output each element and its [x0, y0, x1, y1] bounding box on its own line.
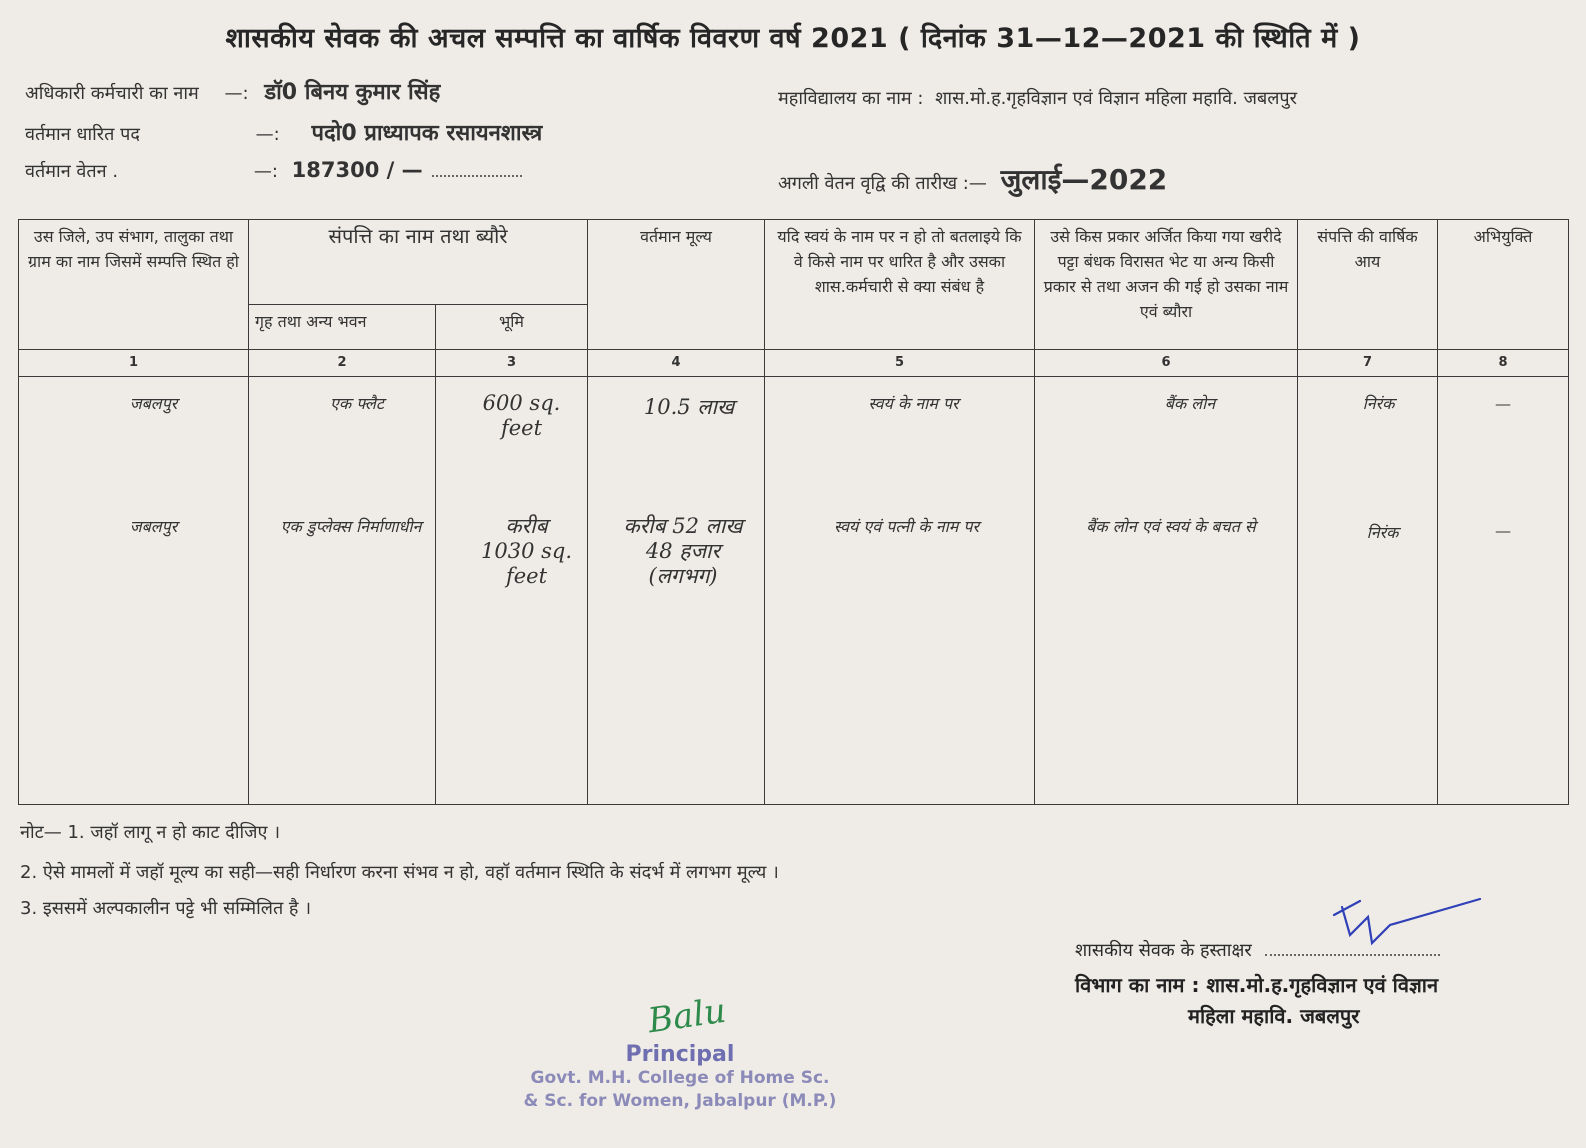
column-number: 4: [588, 350, 765, 377]
officer-signature-scribble: [1320, 895, 1490, 955]
principal-signature: Balu: [645, 990, 729, 1042]
cell-land: 600 sq. feet: [436, 377, 588, 492]
cell-building: एक डुप्लेक्स निर्माणाधीन: [249, 492, 436, 805]
principal-stamp: [520, 1042, 840, 1113]
officer-name-sep: —:: [224, 83, 249, 104]
salary-label: वर्तमान वेतन .: [25, 161, 119, 182]
increment-label: अगली वेतन वृद्वि की तारीख :—: [778, 173, 987, 194]
header-property-details: संपत्ति का नाम तथा ब्यौरे: [249, 220, 588, 305]
header-name-relation: यदि स्वयं के नाम पर न हो तो बतलाइये कि वे किसे नाम पर धारित है और उसका शास.कर्मचारी से क्या संबंध है: [765, 220, 1035, 350]
cell-value: 10.5 लाख: [588, 377, 765, 492]
column-number: 5: [765, 350, 1035, 377]
officer-name-value: डॉ0 बिनय कुमार सिंह: [264, 80, 441, 105]
cell-income: निरंक: [1298, 492, 1438, 805]
signature-label: शासकीय सेवक के हस्ताक्षर: [1075, 940, 1252, 961]
cell-district: जबलपुर: [19, 377, 249, 492]
note-3: 3. इससमें अल्पकालीन पट्टे भी सम्मिलित है ।: [20, 898, 312, 919]
stamp-line-2: & Sc. for Women, Jabalpur (M.P.): [523, 1091, 837, 1111]
cell-building: एक फ्लैट: [249, 377, 436, 492]
header-location: उस जिले, उप संभाग, तालुका तथा ग्राम का नाम जिसमें सम्पत्ति स्थित हो: [19, 220, 249, 350]
salary-dots: [432, 175, 522, 177]
column-number: 7: [1298, 350, 1438, 377]
column-number: 2: [249, 350, 436, 377]
table-row: [19, 492, 1569, 805]
department-line-1: विभाग का नाम : शास.मो.ह.गृहविज्ञान एवं विज्ञान: [1075, 973, 1439, 997]
stamp-line-1: Govt. M.H. College of Home Sc.: [530, 1068, 830, 1088]
form-title: शासकीय सेवक की अचल सम्पत्ति का वार्षिक विवरण वर्ष 2021 ( दिनांक 31—12—2021 की स्थिति में ): [225, 23, 1361, 54]
cell-remarks: —: [1438, 377, 1569, 492]
stamp-title: Principal: [625, 1042, 735, 1067]
column-number: 3: [436, 350, 588, 377]
header-annual-income: संपत्ति की वार्षिक आय: [1298, 220, 1438, 350]
department-block: [1075, 970, 1535, 1032]
header-building: गृह तथा अन्य भवन: [249, 305, 436, 350]
cell-value: करीब 52 लाख 48 हजार (लगभग): [588, 492, 765, 805]
note-1: नोट— 1. जहॉ लागू न हो काट दीजिए ।: [20, 822, 281, 843]
cell-district: जबलपुर: [19, 492, 249, 805]
post-label: वर्तमान धारित पद: [25, 124, 140, 145]
increment-value: जुलाई—2022: [1000, 163, 1168, 196]
post-sep: —:: [255, 124, 280, 145]
property-table: [18, 219, 1569, 805]
header-land: भूमि: [436, 305, 588, 350]
cell-acquired: बैंक लोन एवं स्वयं के बचत से: [1035, 492, 1298, 805]
cell-name-relation: स्वयं एवं पत्नी के नाम पर: [765, 492, 1035, 805]
salary-sep: —:: [253, 161, 278, 182]
cell-remarks: —: [1438, 492, 1569, 805]
cell-name-relation: स्वयं के नाम पर: [765, 377, 1035, 492]
post-row: [25, 117, 542, 147]
header-remarks: अभियुक्ति: [1438, 220, 1569, 350]
cell-land: करीब 1030 sq. feet: [436, 492, 588, 805]
column-number: 6: [1035, 350, 1298, 377]
post-value: पदो0 प्राध्यापक रसायनशास्त्र: [311, 121, 543, 146]
college-row: [778, 86, 1297, 110]
college-value: शास.मो.ह.गृहविज्ञान एवं विज्ञान महिला महावि. जबलपुर: [935, 88, 1298, 109]
header-current-value: वर्तमान मूल्य: [588, 220, 765, 350]
increment-row: [778, 160, 1167, 198]
department-line-2: महिला महावि. जबलपुर: [1188, 1004, 1360, 1028]
column-number: 8: [1438, 350, 1569, 377]
cell-income: निरंक: [1298, 377, 1438, 492]
column-number-row: [19, 350, 1569, 377]
salary-row: [25, 158, 522, 183]
officer-name-label: अधिकारी कर्मचारी का नाम: [25, 83, 199, 104]
table-row: [19, 377, 1569, 492]
column-number: 1: [19, 350, 249, 377]
officer-name-row: [25, 76, 440, 106]
college-label: महाविद्यालय का नाम :: [778, 88, 924, 109]
cell-acquired: बैंक लोन: [1035, 377, 1298, 492]
header-acquisition: उसे किस प्रकार अर्जित किया गया खरीदे पट्टा बंधक विरासत भेट या अन्य किसी प्रकार से तथा अजन की गई हो उसका नाम एवं ब्यौरा: [1035, 220, 1298, 350]
note-2: 2. ऐसे मामलों में जहॉ मूल्य का सही—सही निर्धारण करना संभव न हो, वहॉ वर्तमान स्थिति के संदर्भ में लगभग मूल्य ।: [20, 862, 779, 883]
salary-value: 187300 / —: [291, 158, 423, 182]
